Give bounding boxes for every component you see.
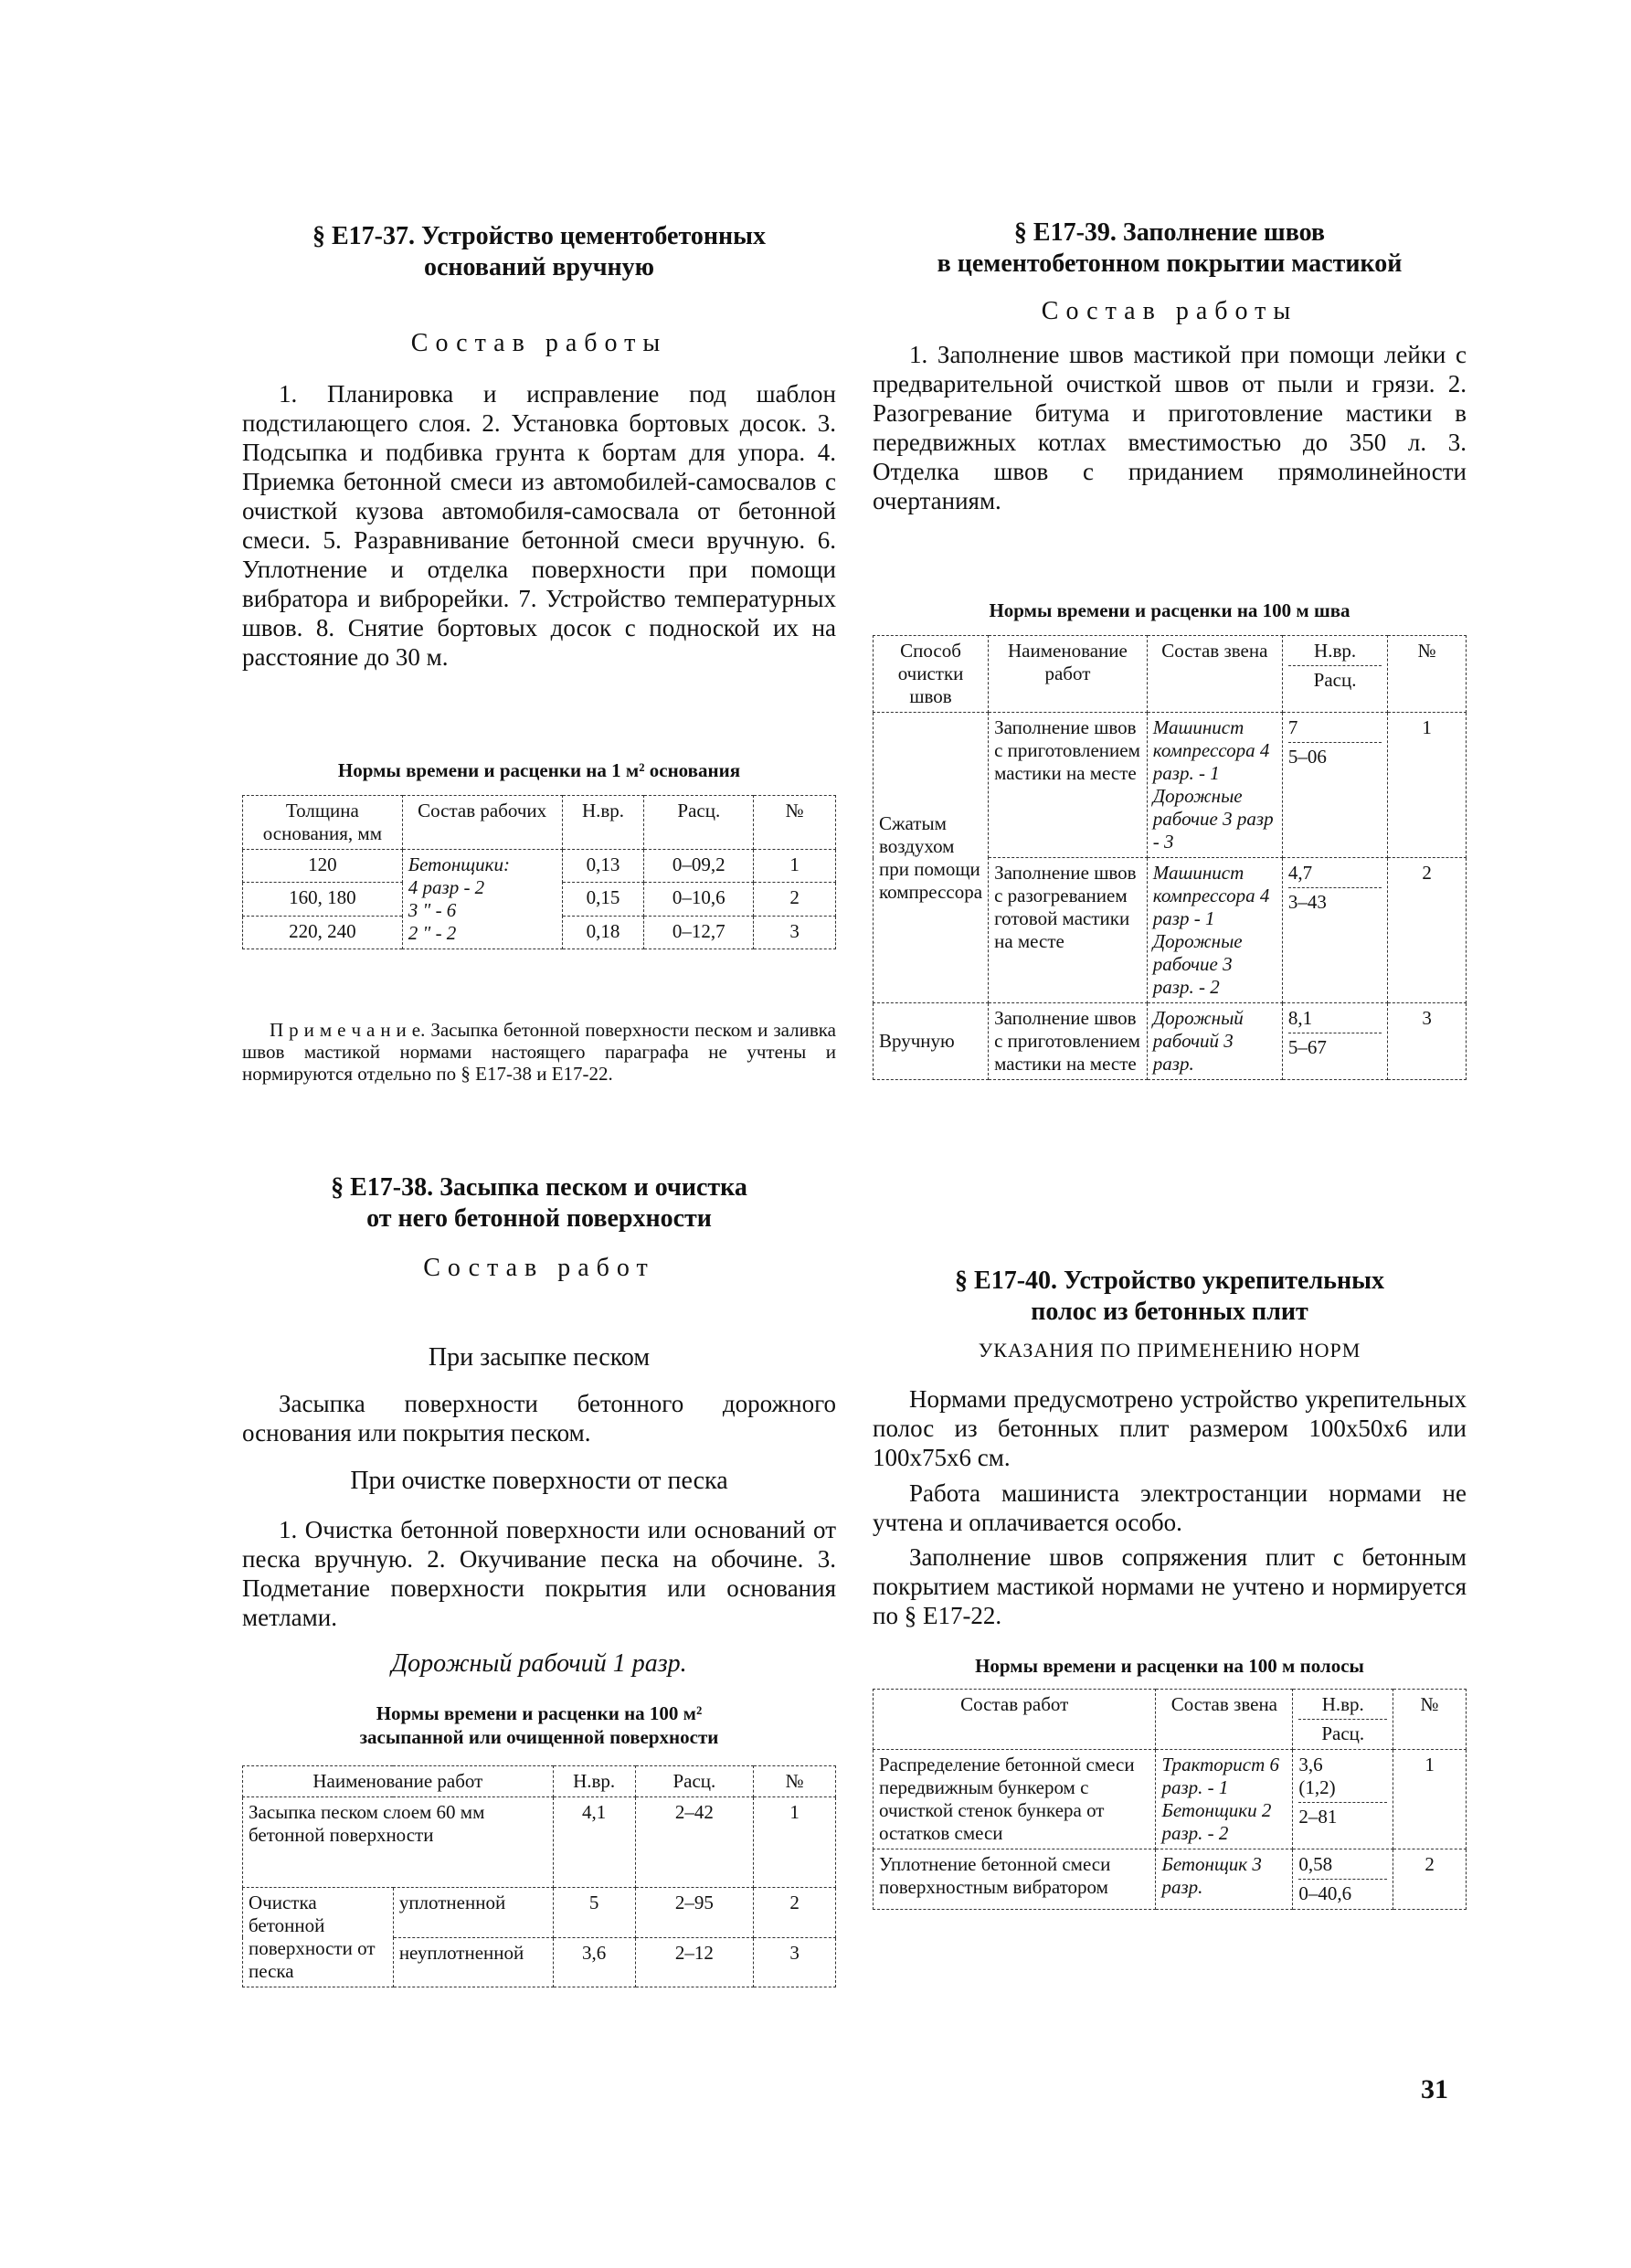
s39-title: § Е17-39. Заполнение швов в цементобетонном покрытии мастикой xyxy=(937,218,1403,278)
table-row: 220, 240 0,18 0–12,7 3 xyxy=(243,916,836,949)
s38-table-caption: Нормы времени и расценки на 100 м² засыпанной или очищенной поверхности xyxy=(359,1702,719,1748)
header-name: Состав работ xyxy=(874,1690,1156,1750)
header-method: Способ очистки швов xyxy=(874,636,989,713)
s40-p3: Заполнение швов сопряжения плит с бетонным покрытием мастикой нормами не учтено и нормируется по § Е17-22. xyxy=(873,1543,1467,1629)
s38-sub1: При засыпке песком xyxy=(428,1343,651,1372)
header-nvr-rasc: Н.вр. Расц. xyxy=(1293,1690,1393,1750)
s40-table xyxy=(873,1689,1467,1910)
s38-text2: 1. Очистка бетонной поверхности или оснований от песка вручную. 2. Окучивание песка на обочине. 3. Подметание поверхности покрытия или основания метлами. xyxy=(242,1516,836,1631)
s40-p2: Работа машиниста электростанции нормами не учтена и оплачивается особо. xyxy=(873,1479,1467,1536)
header-nvr: Н.вр. xyxy=(553,1766,635,1797)
s39-text: 1. Заполнение швов мастикой при помощи лейки с предварительной очисткой швов от пыли и грязи. 2. Разогревание битума и приготовление мастики в передвижных котлах вместимостью до 350 л. 3. Отделка швов с приданием прямолинейности очертаниям. xyxy=(873,341,1467,514)
s40-title: § Е17-40. Устройство укрепительных полос из бетонных плит xyxy=(955,1266,1384,1326)
s39-sostav: Состав работы xyxy=(1041,297,1298,325)
s38-table xyxy=(242,1765,836,1987)
header-no: № xyxy=(754,1766,836,1797)
header-name: Наименование работ xyxy=(989,636,1148,713)
s37-table-caption: Нормы времени и расценки на 1 м² основания xyxy=(337,759,741,781)
table-row: Очистка бетонной поверхности от песка уплотненной 5 2–95 2 xyxy=(243,1888,836,1938)
s37-note: П р и м е ч а н и е. Засыпка бетонной поверхности песком и заливка швов мастикой нормами настоящего параграфа не учтены и нормируются отдельно по § Е17-38 и Е17-22. xyxy=(242,1019,836,1085)
header-crew: Состав рабочих xyxy=(402,796,562,850)
s39-table-caption: Нормы времени и расценки на 100 м шва xyxy=(989,599,1350,621)
s37-title: § Е17-37. Устройство цементобетонных оснований вручную xyxy=(312,222,766,281)
table-row: Заполнение швов с разогреванием готовой мастики на месте Машинист компрессора 4 разр - 1 Дорожные рабочие 3 разр. - 2 4,7 3–43 2 xyxy=(874,858,1467,1003)
header-no: № xyxy=(1393,1690,1467,1750)
table-row: Уплотнение бетонной смеси поверхностным вибратором Бетонщик 3 разр. 0,58 0–40,6 2 xyxy=(874,1849,1467,1910)
table-row: 160, 180 0,15 0–10,6 2 xyxy=(243,883,836,916)
table-row: неуплотненной 3,6 2–12 3 xyxy=(243,1937,836,1987)
s38-text1: Засыпка поверхности бетонного дорожного основания или покрытия песком. xyxy=(242,1390,836,1447)
s38-worker: Дорожный рабочий 1 разр. xyxy=(391,1649,687,1678)
header-no: № xyxy=(754,796,836,850)
crew-cell: Бетонщики: 4 разр - 2 3 " - 6 2 " - 2 xyxy=(402,850,562,949)
table-row: Сжатым воздухом при помощи компрессора Заполнение швов с приготовлением мастики на месте Машинист компрессора 4 разр. - 1 Дорожные рабочие 3 разр - 3 7 5–06 1 xyxy=(874,713,1467,858)
s37-text: 1. Планировка и исправление под шаблон подстилающего слоя. 2. Установка бортовых досок. 3. Подсыпка и подбивка грунта к бортам для упора. 4. Приемка бетонной смеси из автомобилей-самосвалов с очисткой кузова автомобиля-самосвала от бетонной смеси. 5. Разравнивание бетонной смеси вручную. 6. Уплотнение и отделка поверхности при помощи вибратора и виброрейки. 7. Устройство температурных швов. 8. Снятие бортовых досок с подноской их на расстояние до 30 м. xyxy=(242,380,836,671)
s38-sostav: Состав работ xyxy=(423,1254,655,1282)
table-row: Вручную Заполнение швов с приготовлением мастики на месте Дорожный рабочий 3 разр. 8,1 5–67 3 xyxy=(874,1003,1467,1080)
header-no: № xyxy=(1388,636,1467,713)
s37-sostav: Состав работы xyxy=(410,329,668,357)
s38-sub2: При очистке поверхности от песка xyxy=(350,1467,728,1495)
s39-table xyxy=(873,635,1467,1080)
s38-title: § Е17-38. Засыпка песком и очистка от него бетонной поверхности xyxy=(331,1173,747,1233)
header-rasc: Расц. xyxy=(635,1766,754,1797)
table-row: Засыпка песком слоем 60 мм бетонной поверхности 4,1 2–42 1 xyxy=(243,1797,836,1888)
header-crew: Состав звена xyxy=(1147,636,1282,713)
header-crew: Состав звена xyxy=(1156,1690,1293,1750)
page-number: 31 xyxy=(1421,2074,1448,2104)
s37-table xyxy=(242,795,836,949)
header-nvr-rasc: Н.вр. Расц. xyxy=(1282,636,1387,713)
s40-p1: Нормами предусмотрено устройство укрепительных полос из бетонных плит размером 100x50x6 или 100x75x6 см. xyxy=(873,1385,1467,1471)
table-row: Распределение бетонной смеси передвижным бункером с очисткой стенок бункера от остатков смеси Тракторист 6 разр. - 1 Бетонщики 2 разр. - 2 3,6 (1,2) 2–81 1 xyxy=(874,1750,1467,1849)
header-name: Наименование работ xyxy=(243,1766,554,1797)
header-thickness: Толщина основания, мм xyxy=(243,796,403,850)
header-rasc: Расц. xyxy=(644,796,754,850)
header-nvr: Н.вр. xyxy=(562,796,644,850)
table-row: 120 Бетонщики: 4 разр - 2 3 " - 6 2 " - 2 0,13 0–09,2 1 xyxy=(243,850,836,883)
s40-caps: УКАЗАНИЯ ПО ПРИМЕНЕНИЮ НОРМ xyxy=(978,1339,1361,1362)
s40-table-caption: Нормы времени и расценки на 100 м полосы xyxy=(975,1655,1364,1677)
